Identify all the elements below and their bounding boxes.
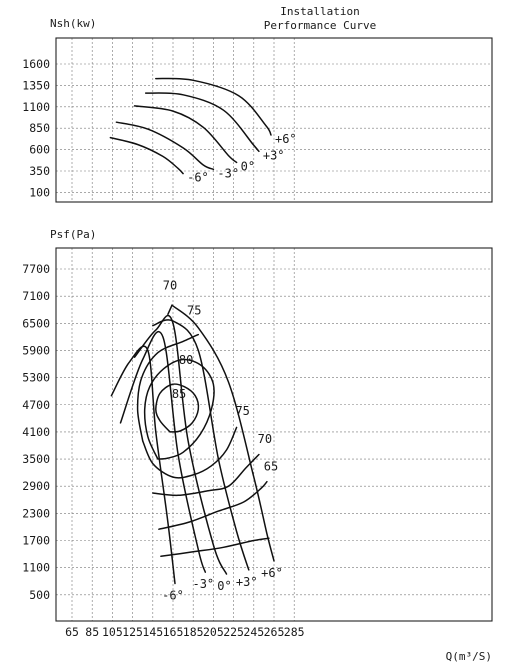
pressure-x-tick-label: 225 [223, 625, 244, 639]
efficiency-label: 85 [171, 386, 187, 401]
pressure-y-tick-label: 6500 [22, 316, 50, 331]
pressure-x-tick-label: 285 [283, 625, 305, 639]
power-y-tick-label: 1350 [22, 78, 50, 93]
power-curve [146, 93, 259, 151]
pressure-y-tick-label: 7700 [22, 262, 50, 276]
pressure-x-tick-label: 65 [65, 625, 79, 639]
power-y-tick-label: 1100 [22, 99, 50, 114]
pressure-y-tick-label: 5900 [22, 343, 50, 358]
pressure-y-tick-label: 3500 [22, 452, 50, 467]
power-curve-label: -6° [187, 170, 209, 185]
power-grid [56, 38, 492, 202]
pressure-y-tick-label: 2900 [22, 479, 50, 494]
power-y-ticks [22, 57, 50, 199]
blade-angle-label: -6° [162, 588, 184, 603]
power-curve-labels [187, 132, 297, 185]
pressure-x-tick-label: 265 [263, 625, 285, 639]
pressure-y-tick-label: 4700 [22, 397, 50, 412]
power-curve [110, 138, 183, 174]
efficiency-label: 65 [263, 459, 279, 474]
power-y-axis-label: Nsh(kw) [50, 17, 97, 30]
blade-angle-label: 0° [217, 578, 232, 593]
pressure-x-tick-label: 125 [122, 625, 143, 639]
efficiency-label: 70 [162, 278, 178, 293]
power-y-tick-label: 850 [29, 121, 50, 136]
power-chart [22, 17, 492, 202]
power-y-tick-label: 350 [29, 164, 50, 178]
pressure-y-tick-label: 4100 [22, 424, 50, 439]
blade-angle-label: +6° [261, 565, 283, 580]
blade-angle-label: +3° [235, 574, 258, 589]
power-curve-label: -3° [217, 166, 240, 181]
pressure-y-tick-label: 7100 [22, 289, 50, 304]
pressure-x-tick-label: 245 [243, 625, 265, 639]
power-y-tick-label: 100 [29, 185, 50, 200]
pressure-y-tick-label: 500 [29, 587, 50, 602]
power-curve-label: +6° [274, 132, 297, 147]
blade-angle-curve [121, 332, 206, 573]
power-curve-label: +3° [262, 148, 285, 163]
pressure-x-tick-label: 145 [142, 625, 164, 639]
chart-title-line1: Installation [280, 5, 360, 18]
pressure-y-tick-label: 1100 [22, 560, 50, 575]
power-curve [135, 106, 237, 162]
blade-angle-curve [111, 346, 175, 583]
efficiency-label: 70 [257, 432, 273, 447]
pressure-y-tick-label: 5300 [22, 370, 50, 385]
efficiency-label: 75 [186, 303, 202, 318]
power-y-tick-label: 600 [29, 142, 50, 157]
pressure-x-axis-label: Q(m³/S) [445, 650, 492, 663]
pressure-x-tick-label: 165 [162, 625, 184, 639]
power-curve-label: 0° [240, 159, 256, 174]
power-y-tick-label: 1600 [22, 57, 50, 71]
pressure-y-tick-label: 1700 [22, 533, 50, 548]
pressure-x-tick-label: 185 [182, 625, 204, 639]
efficiency-contour [161, 538, 269, 556]
blade-angle-label: -3° [192, 577, 215, 592]
pressure-x-tick-label: 205 [203, 625, 224, 639]
efficiency-label: 80 [178, 353, 194, 368]
pressure-y-tick-label: 2300 [22, 506, 50, 521]
pressure-chart [22, 228, 492, 663]
pressure-x-tick-label: 85 [85, 625, 100, 639]
chart-title-line2: Performance Curve [263, 19, 377, 32]
power-curve [116, 122, 213, 169]
pressure-x-ticks [65, 625, 305, 639]
efficiency-contour [168, 305, 172, 314]
efficiency-contour [159, 482, 267, 530]
pressure-x-tick-label: 105 [102, 625, 123, 639]
efficiency-contours [138, 305, 269, 556]
pressure-y-axis-label: Psf(Pa) [50, 228, 97, 241]
efficiency-label: 75 [235, 404, 250, 419]
pressure-y-ticks [22, 262, 50, 602]
